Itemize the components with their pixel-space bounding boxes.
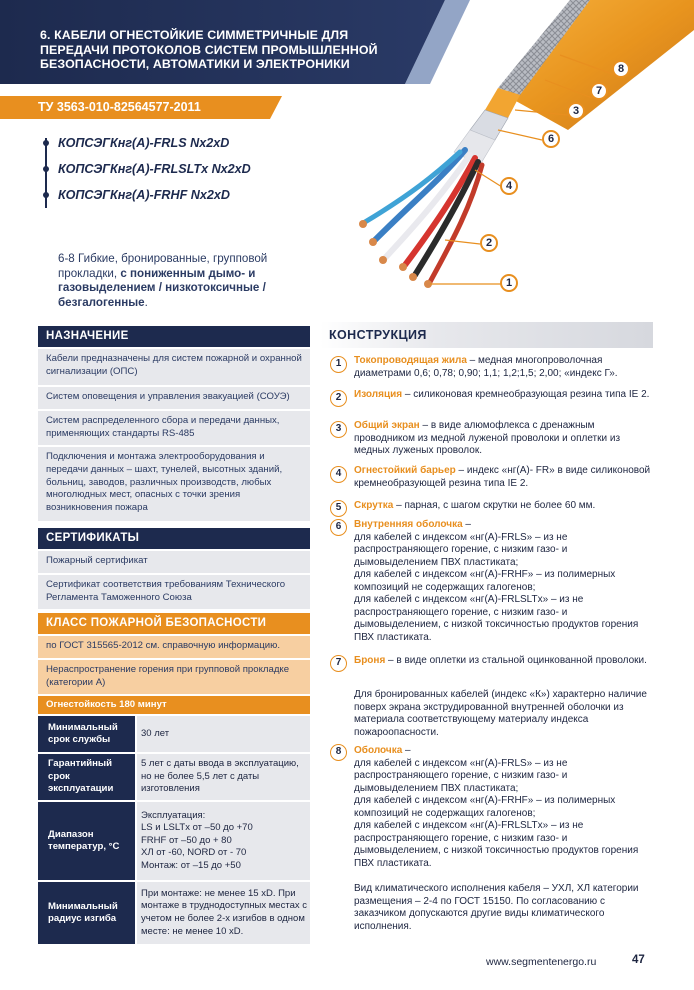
purpose-heading: НАЗНАЧЕНИЕ [38, 326, 310, 347]
param-label: Минимальный срок службы [38, 716, 135, 752]
construction-num: 3 [330, 421, 347, 438]
param-row [38, 802, 310, 880]
param-value: При монтаже: не менее 15 хD. При монтаже в труднодоступных местах с учетом не более 2-х изгибов в одном месте: не менее 10 хD. [137, 882, 310, 944]
construction-item: Изоляция – силиконовая кремнеобразующая резина типа IE 2. [354, 389, 650, 400]
callout-8: 8 [612, 60, 630, 78]
param-label: Минимальный радиус изгиба [38, 882, 135, 944]
armor-note: Для бронированных кабелей (индекс «К») характерно наличие поверх экрана экструдированной внутренней оболочки из материала соответствующему материалу индекса пожароопасности. [354, 689, 647, 738]
cable-mark: КОПСЭГКнг(А)-FRHF Nx2xD [58, 188, 231, 202]
fire-item: по ГОСТ 315565-2012 см. справочную информацию. [38, 636, 310, 658]
cert-item: Пожарный сертификат [38, 551, 310, 573]
param-value: 5 лет с даты ввода в эксплуатацию, но не более 5,5 лет с даты изготовления [137, 754, 310, 800]
purpose-item: Подключения и монтажа электрооборудования и передачи данных – шахт, тунелей, высотных зданий, больниц, заводов, различных производств, любых многолюдных мест, опасных с точки зрения возникновения пожара [38, 447, 310, 521]
callout-1: 1 [500, 274, 518, 292]
purpose-item: Систем распределенного сбора и передачи данных, применяющих стандарты RS-485 [38, 411, 310, 445]
construction-num: 2 [330, 390, 347, 407]
construction-num: 5 [330, 500, 347, 517]
cable-mark: КОПСЭГКнг(А)-FRLSLTx Nx2xD [58, 162, 251, 176]
construction-item: Оболочка – для кабелей с индексом «нг(А)-FRLS» – из не распространяющего горение, с низким газо- и дымовыделением ПВХ пластиката; для кабелей с индексом «нг(А)-FRHF» – из полимерных композиций не содержащих галогенов; для кабелей с индексом «нг(А)-FRLSLTx» – из не распространяющего горение, с низким газо- и дымовыделением, с низкой токсичностью продуктов горения ПВХ пластиката. [354, 745, 639, 869]
description-text: 6-8 Гибкие, бронированные, групповой прокладки, [58, 252, 268, 280]
mark-bullet [43, 140, 49, 146]
param-row [38, 754, 310, 800]
purpose-item: Систем оповещения и управления эвакуацией (СОУЭ) [38, 387, 310, 409]
mark-bullet [43, 192, 49, 198]
callout-3: 3 [567, 102, 585, 120]
callout-4: 4 [500, 177, 518, 195]
construction-num: 1 [330, 356, 347, 373]
param-label: Гарантийный срок эксплуатации [38, 754, 135, 800]
fire-class-heading: КЛАСС ПОЖАРНОЙ БЕЗОПАСНОСТИ [38, 613, 310, 634]
construction-item: Токопроводящая жила – медная многопроволочная диаметрами 0,6; 0,78; 0,90; 1,1; 1,2;1,5; 2,00; «индекс Г». [354, 355, 618, 379]
callout-2: 2 [480, 234, 498, 252]
construction-item: Броня – в виде оплетки из стальной оцинкованной проволоки. [354, 655, 647, 666]
param-value: Эксплуатация: LS и LSLTx от –50 до +70 FRHF от –50 до + 80 ХЛ от -60, NORD от - 70 Монтаж: от –15 до +50 [137, 802, 310, 880]
callout-7: 7 [590, 82, 608, 100]
spec-number: ТУ 3563-010-82564577-2011 [38, 100, 201, 114]
purpose-item: Кабели предназначены для систем пожарной и охранной сигнализации (ОПС) [38, 349, 310, 385]
description-end: . [144, 295, 148, 309]
construction-num: 4 [330, 466, 347, 483]
construction-item: Внутренняя оболочка – для кабелей с индексом «нг(А)-FRLS» – из не распространяющего горение, с низким газо- и дымовыделением ПВХ пластиката; для кабелей с индексом «нг(А)-FRHF» – из полимерных композиций не содержащих галогенов; для кабелей с индексом «нг(А)-FRLSLTx» – из не распространяющего горение, с низким газо- и дымовыделением, с низкой токсичностью продуктов горения ПВХ пластиката. [354, 519, 639, 643]
description-bold: с пониженным дымо- и газовыделением / низкотоксичные / безгалогенные [58, 266, 266, 309]
cable-mark: КОПСЭГКнг(А)-FRLS Nx2xD [58, 136, 230, 150]
mark-bullet [43, 166, 49, 172]
construction-num: 8 [330, 744, 347, 761]
param-row [38, 882, 310, 944]
construction-item: Огнестойкий барьер – индекс «нг(А)- FR» в виде силиконовой кремнеобразующей резина типа IE 2. [354, 465, 651, 489]
construction-item: Общий экран – в виде алюмофлекса с дренажным проводником из медной луженой проволоки и оплетки из медных луженых проволок. [354, 420, 621, 456]
construction-heading: КОНСТРУКЦИЯ [329, 328, 427, 342]
callout-6: 6 [542, 130, 560, 148]
param-value: 30 лет [137, 716, 310, 752]
fire-resistance: Огнестойкость 180 минут [38, 696, 310, 714]
param-row [38, 716, 310, 752]
construction-item: Скрутка – парная, с шагом скрутки не более 60 мм. [354, 500, 596, 511]
page-title: 6. КАБЕЛИ ОГНЕСТОЙКИЕ СИММЕТРИЧНЫЕ ДЛЯ ПЕРЕДАЧИ ПРОТОКОЛОВ СИСТЕМ ПРОМЫШЛЕННОЙ БЕЗОПАСНОСТИ, АВТОМАТИКИ И ЭЛЕКТРОНИКИ [40, 28, 378, 71]
cable-illustration [330, 0, 694, 310]
footer-url[interactable]: www.segmentenergo.ru [486, 956, 597, 968]
construction-num: 7 [330, 655, 347, 672]
page-number: 47 [632, 954, 645, 966]
fire-item: Нераспространение горения при групповой прокладке (категории А) [38, 660, 310, 694]
construction-num: 6 [330, 519, 347, 536]
certs-heading: СЕРТИФИКАТЫ [38, 528, 310, 549]
param-label: Диапазон температур, °С [38, 802, 135, 880]
copper-conductors [359, 220, 432, 288]
cable-description [58, 252, 298, 310]
climate-note: Вид климатического исполнения кабеля – УХЛ, ХЛ категории размещения – 2-4 по ГОСТ 15150. По согласованию с заказчиком допускаются другие виды климатического исполнения. [354, 883, 639, 932]
cert-item: Сертификат соответствия требованиям Технического Регламента Таможенного Союза [38, 575, 310, 609]
